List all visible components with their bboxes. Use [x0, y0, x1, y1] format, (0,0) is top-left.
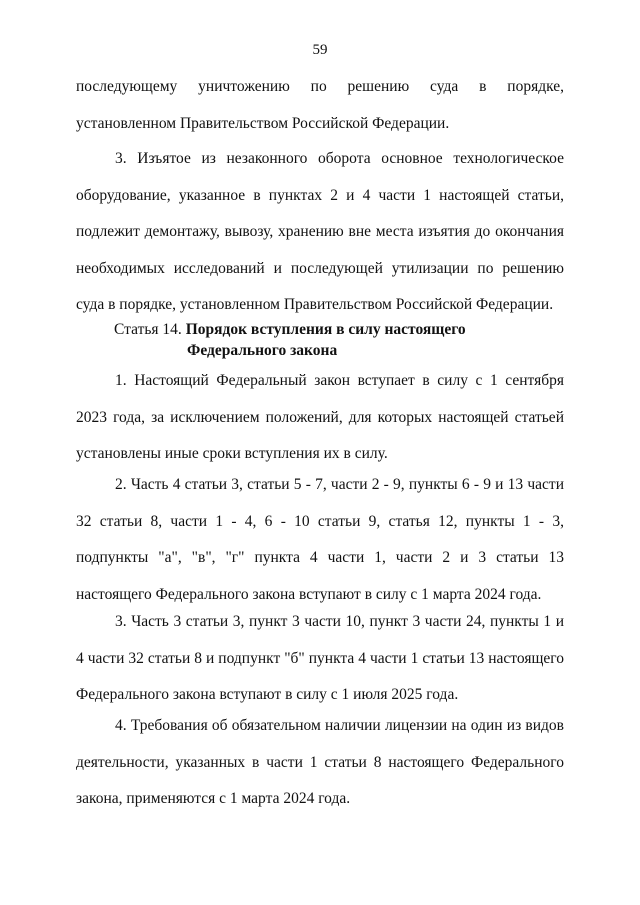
paragraph-item-3: 3. Изъятое из незаконного оборота основное технологическое оборудование, указанное в пунктах 2 и 4 части 1 настоящей статьи, подлежит демонтажу, вывозу, хранению вне места изъятия до окончания необходимых исследований и последующей утилизации по решению суда в порядке, установленном Правительством Российской Федерации. — [76, 150, 564, 314]
article-title-line2: Федерального закона — [187, 341, 338, 359]
article-heading — [114, 320, 534, 361]
paragraph-continuation: последующему уничтожению по решению суда в порядке, установленном Правительством Российской Федерации. — [76, 78, 564, 132]
paragraph-article14-item-1: 1. Настоящий Федеральный закон вступает в силу с 1 сентября 2023 года, за исключением положений, для которых настоящей статьей установлены иные сроки вступления их в силу. — [76, 372, 564, 463]
paragraph-article14-item-2: 2. Часть 4 статьи 3, статьи 5 - 7, части 2 - 9, пункты 6 - 9 и 13 части 32 статьи 8, части 1 - 4, 6 - 10 статьи 9, статья 12, пункты 1 - 3, подпункты "а", "в", "г" пункта 4 части 1, части 2 и 3 статьи 13 настоящего Федерального закона вступают в силу с 1 марта 2024 года. — [76, 476, 564, 603]
article-title-line1: Порядок вступления в силу настоящего — [185, 321, 466, 338]
paragraph-article14-item-4: 4. Требования об обязательном наличии лицензии на один из видов деятельности, указанных в части 1 статьи 8 настоящего Федерального закона, применяются с 1 марта 2024 года. — [76, 717, 564, 808]
page-number: 59 — [312, 42, 328, 58]
article-number: Статья 14. — [114, 321, 186, 338]
paragraph-article14-item-3: 3. Часть 3 статьи 3, пункт 3 части 10, пункт 3 части 24, пункты 1 и 4 части 32 статьи 8 и подпункт "б" пункта 4 части 1 статьи 13 настоящего Федерального закона вступают в силу с 1 июля 2025 года. — [76, 613, 564, 704]
